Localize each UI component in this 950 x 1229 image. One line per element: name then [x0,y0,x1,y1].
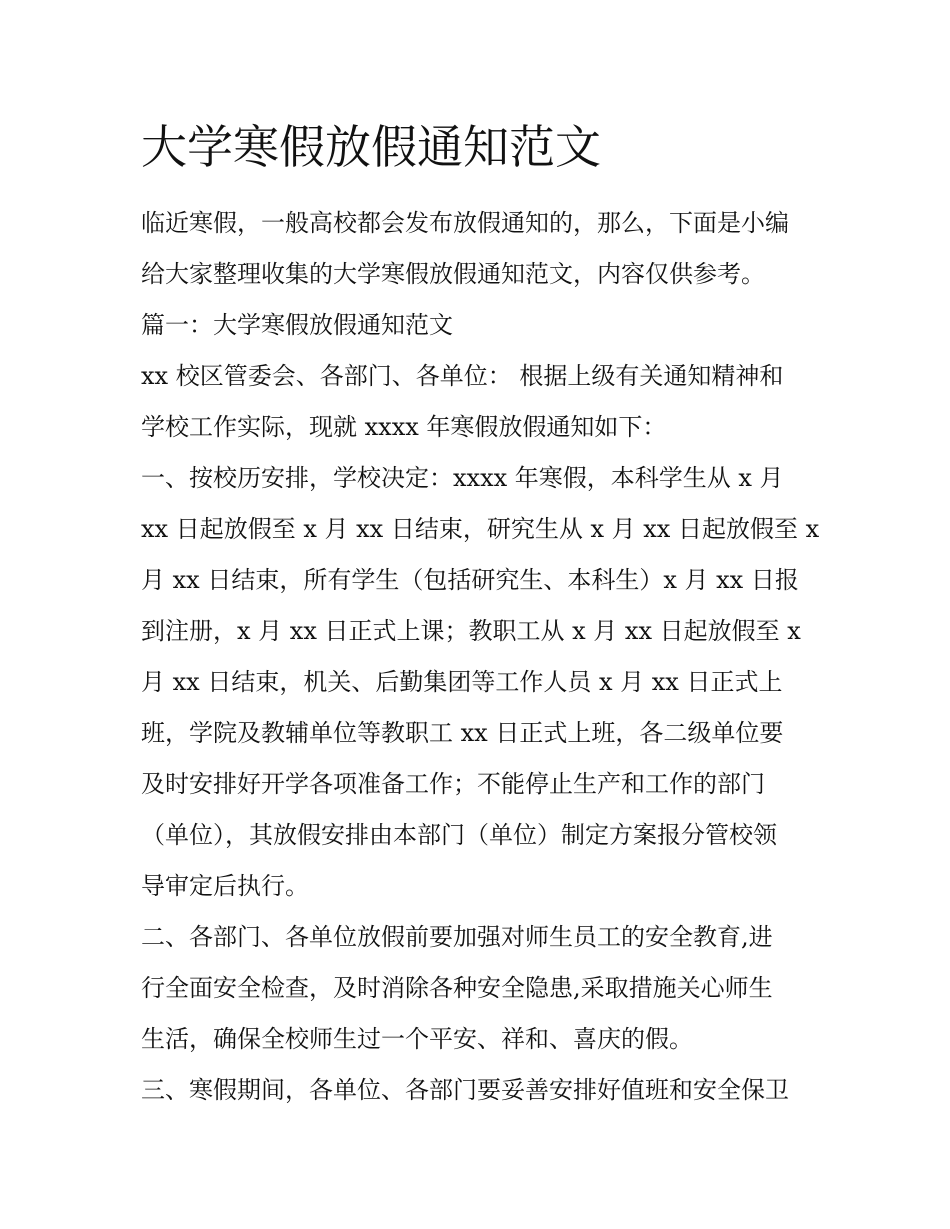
body-line: 三、寒假期间，各单位、各部门要妥善安排好值班和安全保卫 [141,1076,789,1104]
body-line: xx 日起放假至 x 月 xx 日结束，研究生从 x 月 xx 日起放假至 x [141,515,820,543]
body-line: 一、按校历安排，学校决定：xxxx 年寒假，本科学生从 x 月 [141,464,784,492]
body-line: 班，学院及教辅单位等教职工 xx 日正式上班，各二级单位要 [141,719,784,747]
body-line: （单位），其放假安排由本部门（单位）制定方案报分管校领 [141,821,777,849]
body-line: 临近寒假，一般高校都会发布放假通知的，那么，下面是小编 [141,209,789,237]
section-heading: 篇一：大学寒假放假通知范文 [141,311,453,339]
document-body [141,198,821,1116]
body-line: 及时安排好开学各项准备工作；不能停止生产和工作的部门 [141,770,765,798]
document-content [141,112,821,1116]
body-line: 到注册，x 月 xx 日正式上课；教职工从 x 月 xx 日起放假至 x [141,617,801,645]
body-line: 二、各部门、各单位放假前要加强对师生员工的安全教育,进 [141,923,773,951]
body-line: 行全面安全检查，及时消除各种安全隐患,采取措施关心师生 [141,974,773,1002]
body-line: 月 xx 日结束，所有学生（包括研究生、本科生）x 月 xx 日报 [141,566,799,594]
body-line: 学校工作实际，现就 xxxx 年寒假放假通知如下： [141,413,667,441]
body-line: xx 校区管委会、各部门、各单位： 根据上级有关通知精神和 [141,362,784,390]
body-line: 导审定后执行。 [141,872,309,900]
body-line: 给大家整理收集的大学寒假放假通知范文，内容仅供参考。 [141,260,765,288]
body-line: 生活，确保全校师生过一个平安、祥和、喜庆的假。 [141,1025,693,1053]
document-title: 大学寒假放假通知范文 [141,120,601,174]
body-line: 月 xx 日结束，机关、后勤集团等工作人员 x 月 xx 日正式上 [141,668,783,696]
